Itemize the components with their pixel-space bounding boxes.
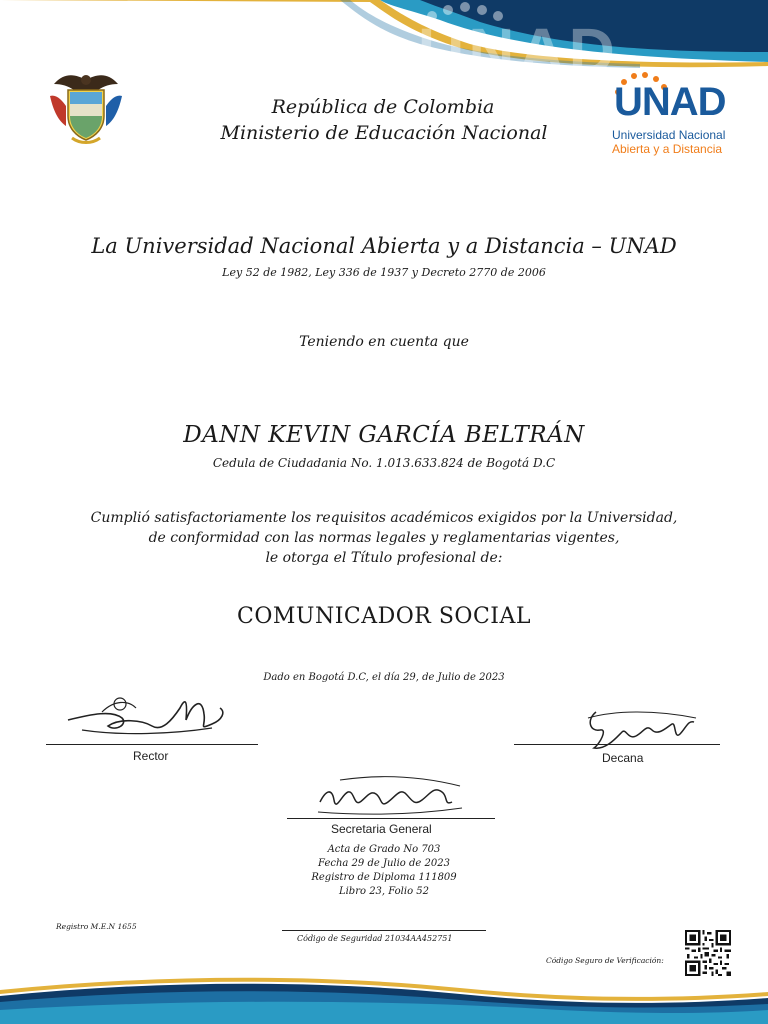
secretaria-signature-line xyxy=(287,818,495,819)
decana-signature-line xyxy=(514,744,720,745)
verification-label: Código Seguro de Verificación: xyxy=(546,956,664,965)
rector-signature xyxy=(62,690,232,746)
secretaria-label: Secretaria General xyxy=(331,822,432,836)
decana-signature xyxy=(576,700,716,760)
graduate-name: DANN KEVIN GARCÍA BELTRÁN xyxy=(183,422,585,448)
secretaria-signature xyxy=(310,772,470,822)
ministry-name: Ministerio de Educación Nacional xyxy=(220,122,548,144)
decana-label: Decana xyxy=(602,751,644,765)
watermark-dots xyxy=(420,0,510,24)
institution-laws: Ley 52 de 1982, Ley 336 de 1937 y Decreto 2770 de 2006 xyxy=(222,266,546,279)
security-code-line xyxy=(282,930,486,931)
acta-line-4: Libro 23, Folio 52 xyxy=(338,886,430,897)
rector-label: Rector xyxy=(133,749,169,763)
footer-wave-banner xyxy=(0,976,768,1024)
acta-line-3: Registro de Diploma 111809 xyxy=(311,872,457,883)
institution-name: La Universidad Nacional Abierta y a Distancia – UNAD xyxy=(91,234,677,258)
statement-line-2: de conformidad con las normas legales y reglamentarias vigentes, xyxy=(148,530,620,546)
statement-line-3: le otorga el Título profesional de: xyxy=(265,550,503,566)
issued-date: Dado en Bogotá D.C, el día 29, de Julio de 2023 xyxy=(263,672,505,683)
rector-signature-line xyxy=(46,744,258,745)
header-watermark: UNAD xyxy=(418,15,619,87)
intro-text: Teniendo en cuenta que xyxy=(299,334,469,350)
unad-logo xyxy=(610,70,730,156)
degree-title: COMUNICADOR SOCIAL xyxy=(237,604,531,629)
unad-logo-initials: UNAD xyxy=(614,80,726,124)
unad-logo-line2: Abierta y a Distancia xyxy=(612,142,723,156)
country-name: República de Colombia xyxy=(271,96,495,118)
statement-line-1: Cumplió satisfactoriamente los requisitos académicos exigidos por la Universidad, xyxy=(90,510,678,526)
acta-line-2: Fecha 29 de Julio de 2023 xyxy=(318,858,450,869)
unad-logo-line1: Universidad Nacional xyxy=(612,128,726,142)
registro-men: Registro M.E.N 1655 xyxy=(56,922,137,931)
graduate-id: Cedula de Ciudadania No. 1.013.633.824 de Bogotá D.C xyxy=(212,456,556,470)
acta-line-1: Acta de Grado No 703 xyxy=(327,844,441,855)
security-code: Código de Seguridad 21034AA452751 xyxy=(297,934,453,943)
qr-code xyxy=(684,930,732,976)
